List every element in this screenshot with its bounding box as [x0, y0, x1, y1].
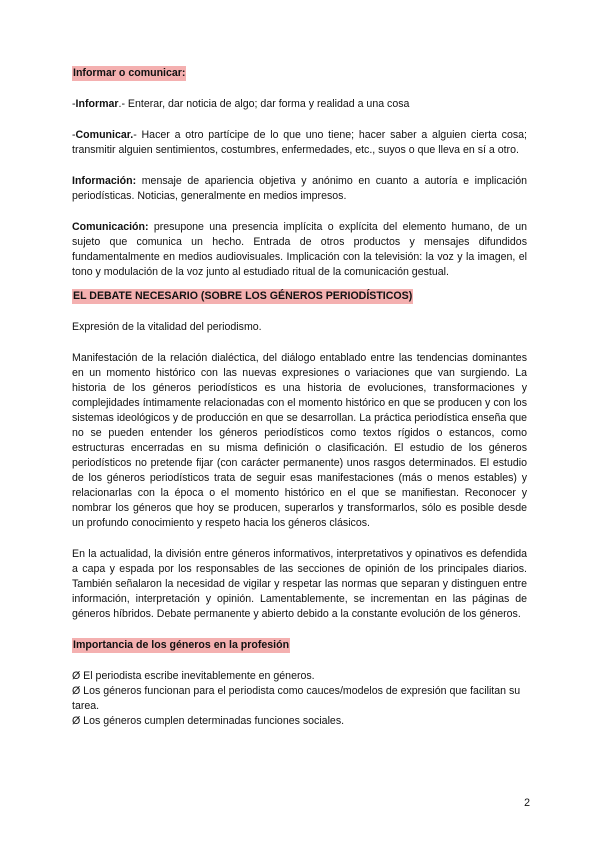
- section-importancia-heading-line: [72, 638, 527, 653]
- list-item: Ø Los géneros cumplen determinadas funciones sociales.: [72, 715, 345, 727]
- paragraph: Expresión de la vitalidad del periodismo.: [72, 321, 262, 333]
- def-informar: -Informar.- Enterar, dar noticia de algo; dar forma y realidad a una cosa: [72, 98, 410, 110]
- term: Información:: [72, 175, 137, 187]
- def-comunicar: -Comunicar.- Hacer a otro partícipe de lo que uno tiene; hacer saber a alguien cierta cosa; transmitir alguien sentimientos, costumbres, enfermedades, etc., suyos o que lleva en sí a otro.: [72, 129, 527, 156]
- def-informacion: [72, 174, 527, 204]
- term: Comunicación:: [72, 221, 149, 233]
- document-page: [72, 66, 527, 729]
- def-comunicacion: [72, 220, 527, 280]
- term: Comunicar.: [75, 129, 134, 141]
- bullet-list: [72, 669, 527, 729]
- paragraph: En la actualidad, la división entre géneros informativos, interpretativos y opinativos es defendida a capa y espada por los responsables de las secciones de opinión de los principales diarios. También señalaron la necesidad de vigilar y respetar las normas que separan y distinguen entre información, interpretación y opinión. Lamentablemente, se incrementan en las páginas de géneros híbridos. Debate permanente y abierto debido a la constante evolución de los géneros.: [72, 548, 527, 620]
- section-heading: EL DEBATE NECESARIO (SOBRE LOS GÉNEROS PERIODÍSTICOS): [73, 290, 413, 302]
- definition: - Hacer a otro partícipe de lo que uno tiene; hacer saber a alguien cierta cosa; transmitir alguien sentimientos, costumbres, enfermedades, etc., suyos o que lleva en sí a otro.: [72, 129, 527, 156]
- definition: .- Enterar, dar noticia de algo; dar forma y realidad a una cosa: [118, 98, 410, 110]
- list-item: Ø El periodista escribe inevitablemente en géneros.: [72, 670, 315, 682]
- section-heading: Informar o comunicar:: [73, 67, 186, 79]
- section-debate-heading-line: [72, 289, 527, 304]
- definition: presupone una presencia implícita o explícita del elemento humano, de un sujeto que comunica un hecho. Entrada de otros productos y mensajes difundidos fundamentalmente en medios audiovisuales. Implicación con la televisión: la voz y la imagen, el tono y modulación de la voz junto al estudiado ritual de la comunicación gestual.: [72, 221, 527, 278]
- term: Informar: [75, 98, 119, 110]
- section-informar-heading-line: [72, 66, 527, 81]
- paragraph: Manifestación de la relación dialéctica, del diálogo entablado entre las tendencias dominantes en un momento histórico con las nuevas expresiones o variaciones que van surgiendo. La historia de los géneros periodísticos es una historia de evoluciones, transformaciones y complejidades íntimamente relacionadas con el momento histórico en que se producen y con los sistemas ideológicos y de producción en que se desarrollan. La práctica periodística enseña que no se pueden entender los géneros periodísticos como textos rígidos o estancos, como estructuras encerradas en su misma definición o clasificación. El estudio de los géneros periodísticos no pretende fijar (con carácter permanente) unos rasgos determinados. El estudio de los géneros periodísticos trata de seguir esas manifestaciones (más o menos estables) y relacionarlas con la época o el momento histórico en el que se manifiestan. Reconocer y nombrar los géneros que hoy se producen, superarlos y transformarlos, sólo es posible desde un profundo conocimiento y respeto hacia los géneros clásicos.: [72, 352, 527, 529]
- definition: mensaje de apariencia objetiva y anónimo en cuanto a autoría e implicación periodísticas. Noticias, generalmente en medios impresos.: [72, 175, 527, 202]
- section-heading: Importancia de los géneros en la profesión: [73, 639, 290, 651]
- list-item: Ø Los géneros funcionan para el periodista como cauces/modelos de expresión que facilitan su tarea.: [72, 685, 521, 712]
- page-number: 2: [524, 797, 530, 809]
